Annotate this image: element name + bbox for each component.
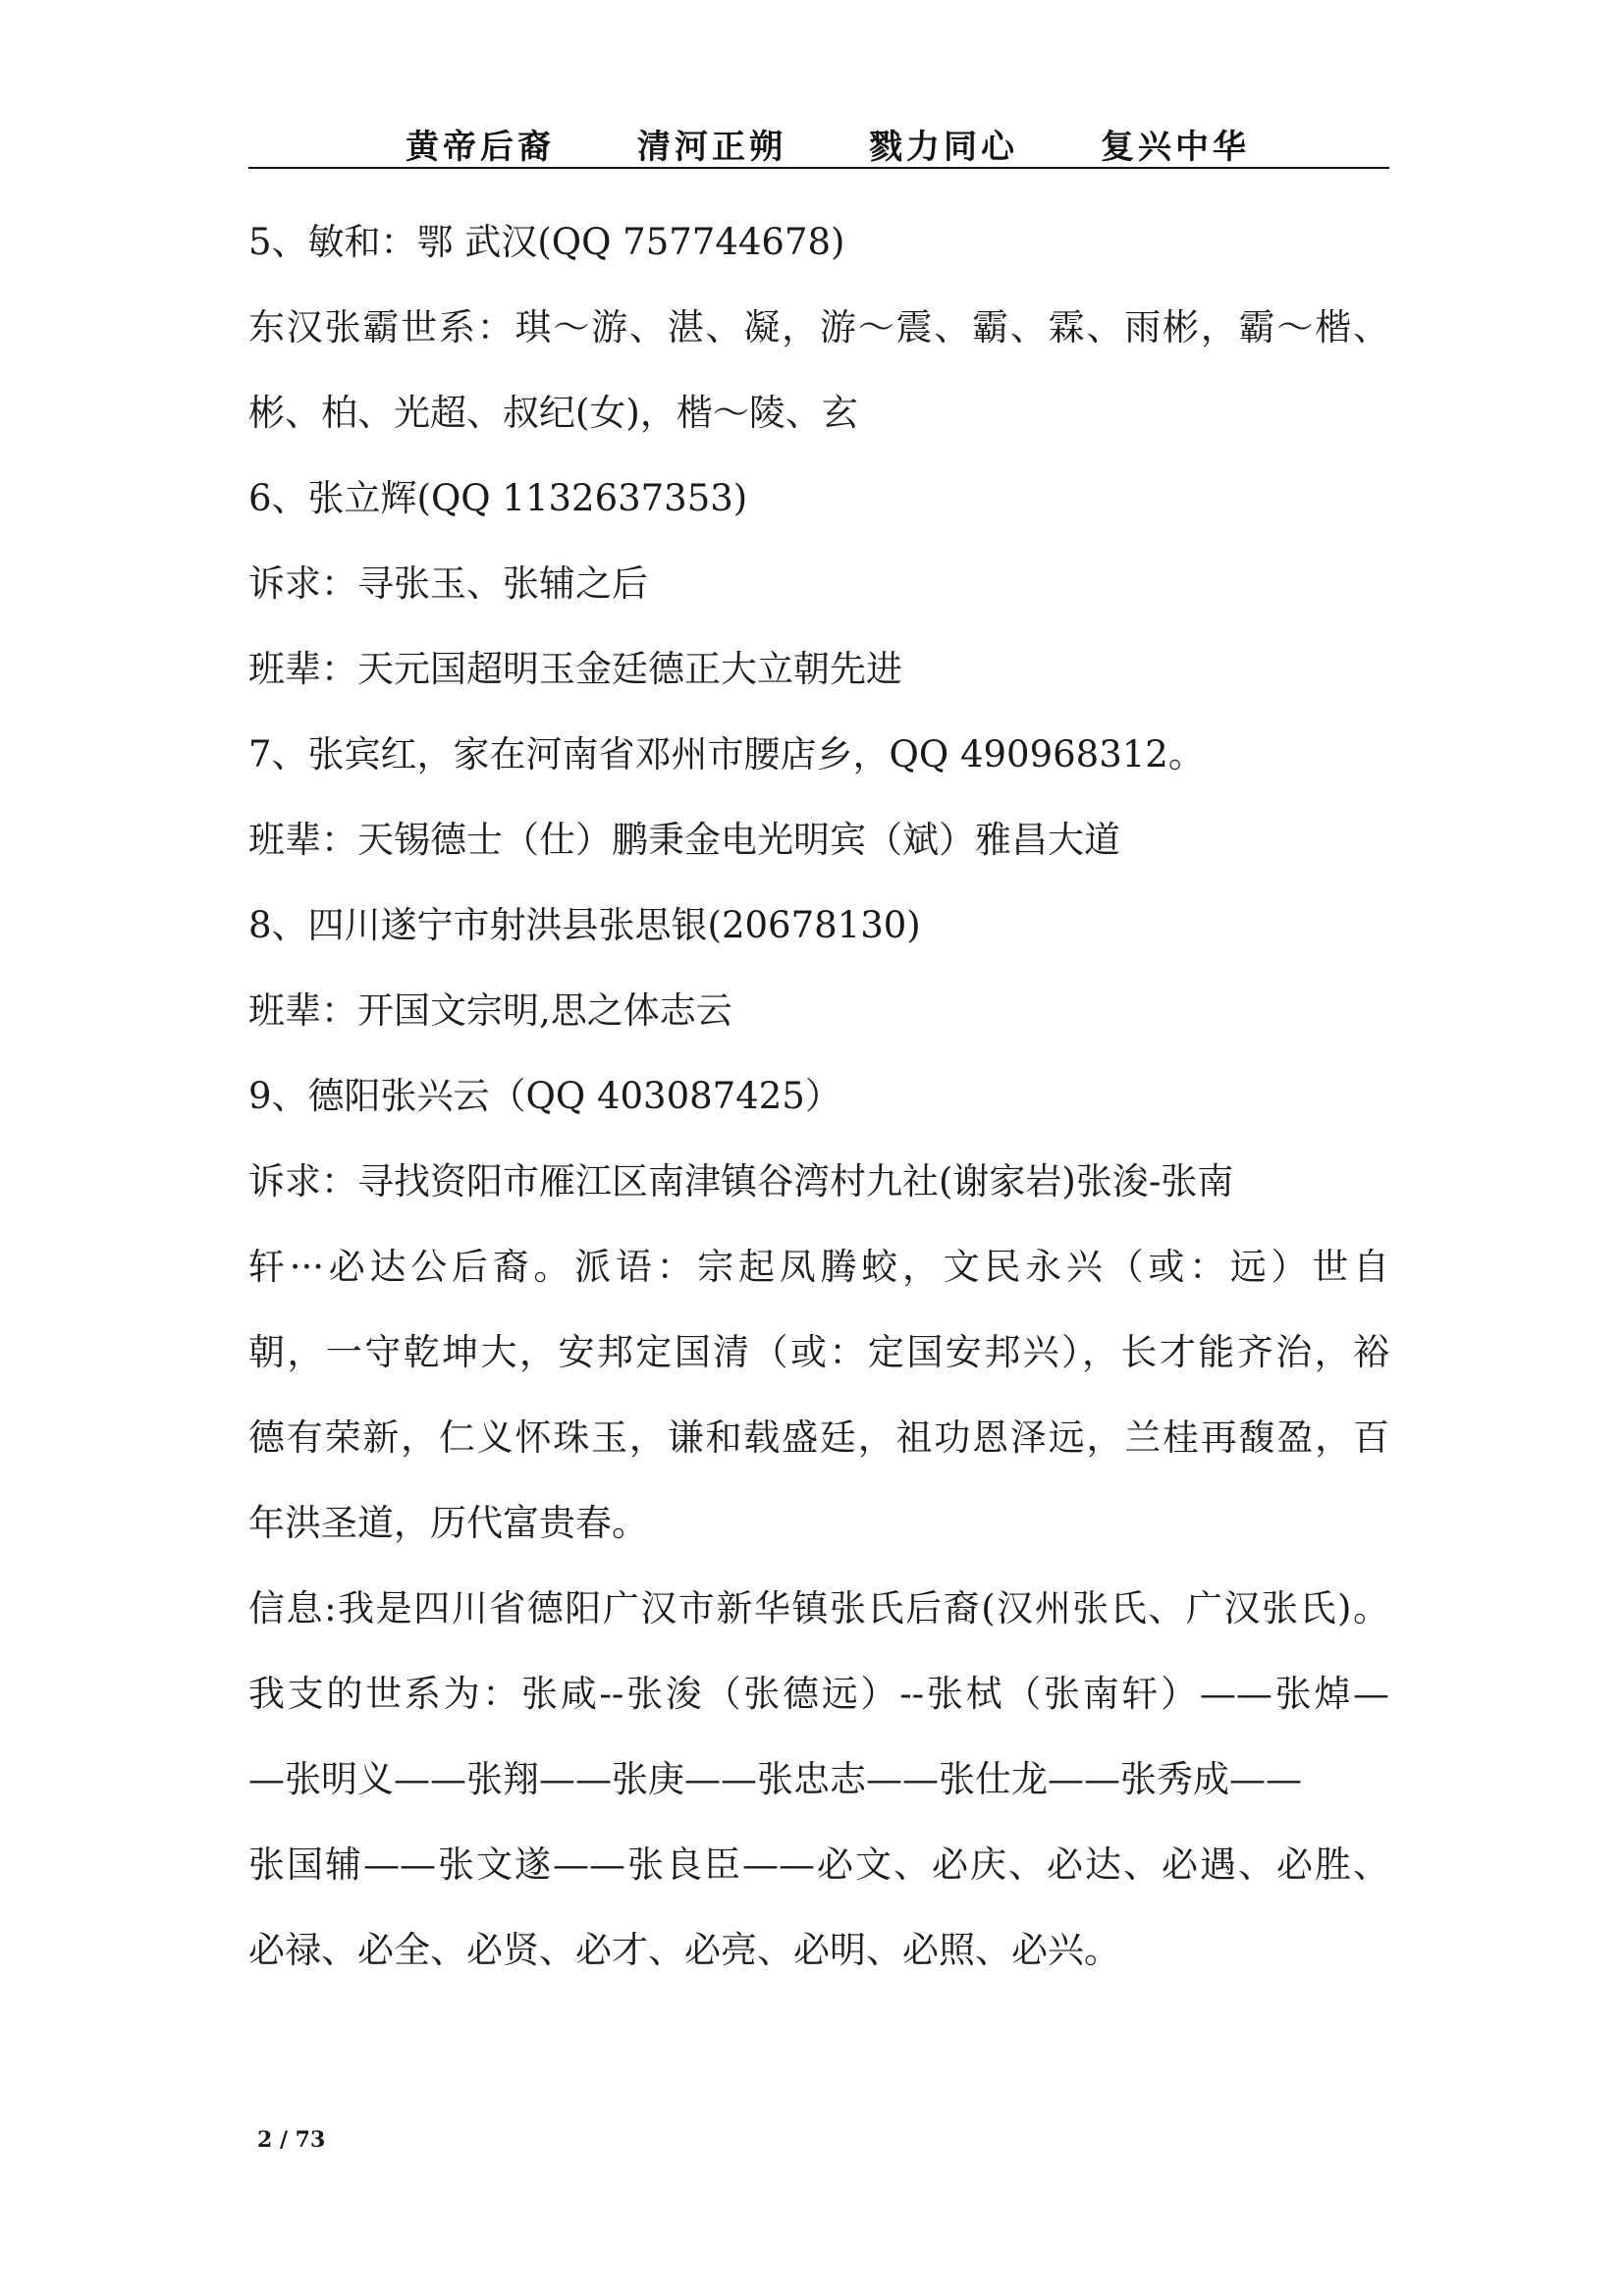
entry-8-generation-names: 班辈：开国文宗明,思之体志云	[248, 989, 732, 1032]
entry-7-generation-names: 班辈：天锡德士（仕）鹏秉金电光明宾（斌）雅昌大道	[248, 819, 1120, 861]
entry-9-request-line-1: 诉求：寻找资阳市雁江区南津镇谷湾村九社(谢家岩)张浚-张南	[248, 1160, 1234, 1202]
entry-9-info-line-4: 张国辅——张文遂——张良臣——必文、必庆、必达、必遇、必胜、	[248, 1843, 1389, 1886]
entry-7-title: 7、张宾红，家在河南省邓州市腰店乡，QQ 490968312。	[248, 733, 1205, 775]
entry-6-generation-names: 班辈：天元国超明玉金廷德正大立朝先进	[248, 648, 902, 690]
page-number: 2 / 73	[257, 2127, 326, 2153]
entry-9-info-line-3: —张明义——张翔——张庚——张忠志——张仕龙——张秀成——	[248, 1758, 1302, 1800]
entry-9-request-line-2: 轩···必达公后裔。派语：宗起凤腾蛟，文民永兴（或：远）世自	[248, 1246, 1389, 1288]
page-header	[248, 116, 1389, 169]
header-slogan-1: 黄帝后裔	[406, 128, 555, 167]
entry-9-info-line-5: 必禄、必全、必贤、必才、必亮、必明、必照、必兴。	[248, 1929, 1120, 1971]
header-slogan-2: 清河正朔	[637, 128, 786, 167]
entry-5-lineage-line-2: 彬、柏、光超、叔纪(女)，楷～陵、玄	[248, 392, 858, 434]
entry-9-request-line-5: 年洪圣道，历代富贵春。	[248, 1502, 648, 1544]
header-slogan-3: 戮力同心	[869, 128, 1018, 167]
entry-6-title: 6、张立辉(QQ 1132637353)	[248, 477, 748, 519]
entry-5-title: 5、敏和：鄂 武汉(QQ 757744678)	[248, 221, 845, 263]
entry-9-info-line-1: 信息:我是四川省德阳广汉市新华镇张氏后裔(汉州张氏、广汉张氏)。	[248, 1587, 1389, 1629]
entry-9-info-line-2: 我支的世系为：张咸--张浚（张德远）--张栻（张南轩）——张焯—	[248, 1673, 1389, 1715]
entry-9-title: 9、德阳张兴云（QQ 403087425）	[248, 1075, 841, 1117]
entry-5-lineage-line-1: 东汉张霸世系：琪～游、湛、凝，游～震、霸、霖、雨彬，霸～楷、	[248, 306, 1389, 348]
entry-9-request-line-4: 德有荣新，仁义怀珠玉，谦和载盛廷，祖功恩泽远，兰桂再馥盈，百	[248, 1416, 1389, 1459]
entry-6-request: 诉求：寻张玉、张辅之后	[248, 562, 648, 605]
entry-9-request-line-3: 朝，一守乾坤大，安邦定国清（或：定国安邦兴），长才能齐治，裕	[248, 1331, 1389, 1373]
header-slogan-4: 复兴中华	[1101, 128, 1250, 167]
entry-8-title: 8、四川遂宁市射洪县张思银(20678130)	[248, 904, 921, 946]
